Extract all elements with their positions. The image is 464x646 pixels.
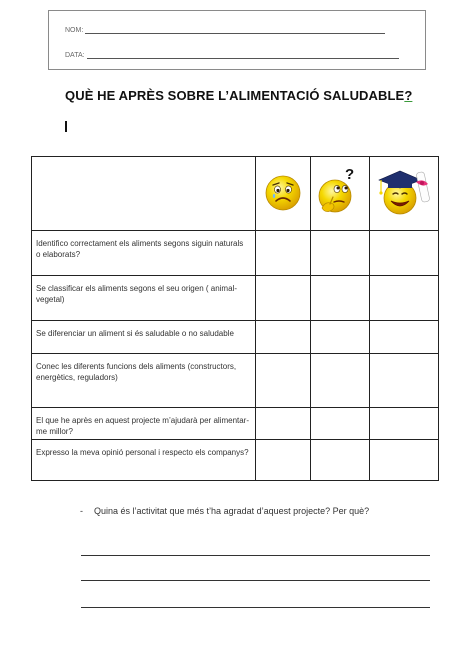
question-text: Se classificar els aliments segons el seu origen ( animal- vegetal) — [32, 276, 256, 321]
graduate-answer-cell[interactable] — [370, 408, 439, 440]
table-row — [32, 440, 439, 481]
question-text: Conec les diferents funcions dels aliments (constructors, energètics, reguladors) — [32, 354, 256, 408]
sad-face-column-header — [256, 157, 311, 231]
question-text: El que he après en aquest projecte m’ajudarà per alimentar-me millor? — [32, 408, 256, 440]
question-mark-symbol: ? — [345, 166, 355, 183]
table-row — [32, 276, 439, 321]
graduate-answer-cell[interactable] — [370, 321, 439, 354]
date-field[interactable] — [65, 52, 399, 59]
graduate-face-column-header — [370, 157, 439, 231]
graduate-answer-cell[interactable] — [370, 231, 439, 276]
question-text: Identifico correctament els aliments segons siguin naturals o elaborats? — [32, 231, 256, 276]
date-rule — [87, 52, 399, 59]
thinking-answer-cell[interactable] — [311, 276, 370, 321]
thinking-answer-cell[interactable] — [311, 440, 370, 481]
sad-face-icon — [263, 169, 303, 213]
self-evaluation-table — [31, 156, 439, 481]
page-title-text: QUÈ HE APRÈS SOBRE L’ALIMENTACIÓ SALUDABLE — [65, 88, 405, 103]
name-field[interactable] — [65, 27, 385, 34]
answer-line[interactable] — [81, 555, 430, 556]
sad-answer-cell[interactable] — [256, 276, 311, 321]
name-rule — [85, 27, 385, 34]
graduate-answer-cell[interactable] — [370, 440, 439, 481]
sad-answer-cell[interactable] — [256, 354, 311, 408]
sad-answer-cell[interactable] — [256, 231, 311, 276]
thinking-face-icon — [316, 164, 364, 218]
table-row — [32, 231, 439, 276]
graduate-face-icon — [375, 162, 433, 220]
header-empty-cell — [32, 157, 256, 231]
date-label: DATA: — [65, 52, 85, 59]
bullet-dash: - — [80, 506, 83, 516]
open-question-text: Quina és l’activitat que més t’ha agradat d’aquest projecte? Per què? — [94, 506, 370, 516]
title-question-mark: ? — [404, 88, 413, 103]
graduate-answer-cell[interactable] — [370, 354, 439, 408]
thinking-answer-cell[interactable] — [311, 354, 370, 408]
question-text: Se diferenciar un aliment si és saludable o no saludable — [32, 321, 256, 354]
name-label: NOM: — [65, 27, 84, 34]
sad-answer-cell[interactable] — [256, 440, 311, 481]
student-info-box — [48, 10, 426, 70]
answer-line[interactable] — [81, 580, 430, 581]
table-header-row — [32, 157, 439, 231]
thinking-answer-cell[interactable] — [311, 231, 370, 276]
table-row — [32, 354, 439, 408]
open-question — [80, 503, 410, 519]
answer-line[interactable] — [81, 607, 430, 608]
thinking-answer-cell[interactable] — [311, 321, 370, 354]
thinking-answer-cell[interactable] — [311, 408, 370, 440]
thinking-face-column-header — [311, 157, 370, 231]
sad-answer-cell[interactable] — [256, 408, 311, 440]
question-text: Expresso la meva opinió personal i respecto els companys? — [32, 440, 256, 481]
table-row — [32, 408, 439, 440]
page-title — [65, 88, 412, 103]
table-row — [32, 321, 439, 354]
text-cursor — [65, 121, 67, 132]
graduate-answer-cell[interactable] — [370, 276, 439, 321]
sad-answer-cell[interactable] — [256, 321, 311, 354]
